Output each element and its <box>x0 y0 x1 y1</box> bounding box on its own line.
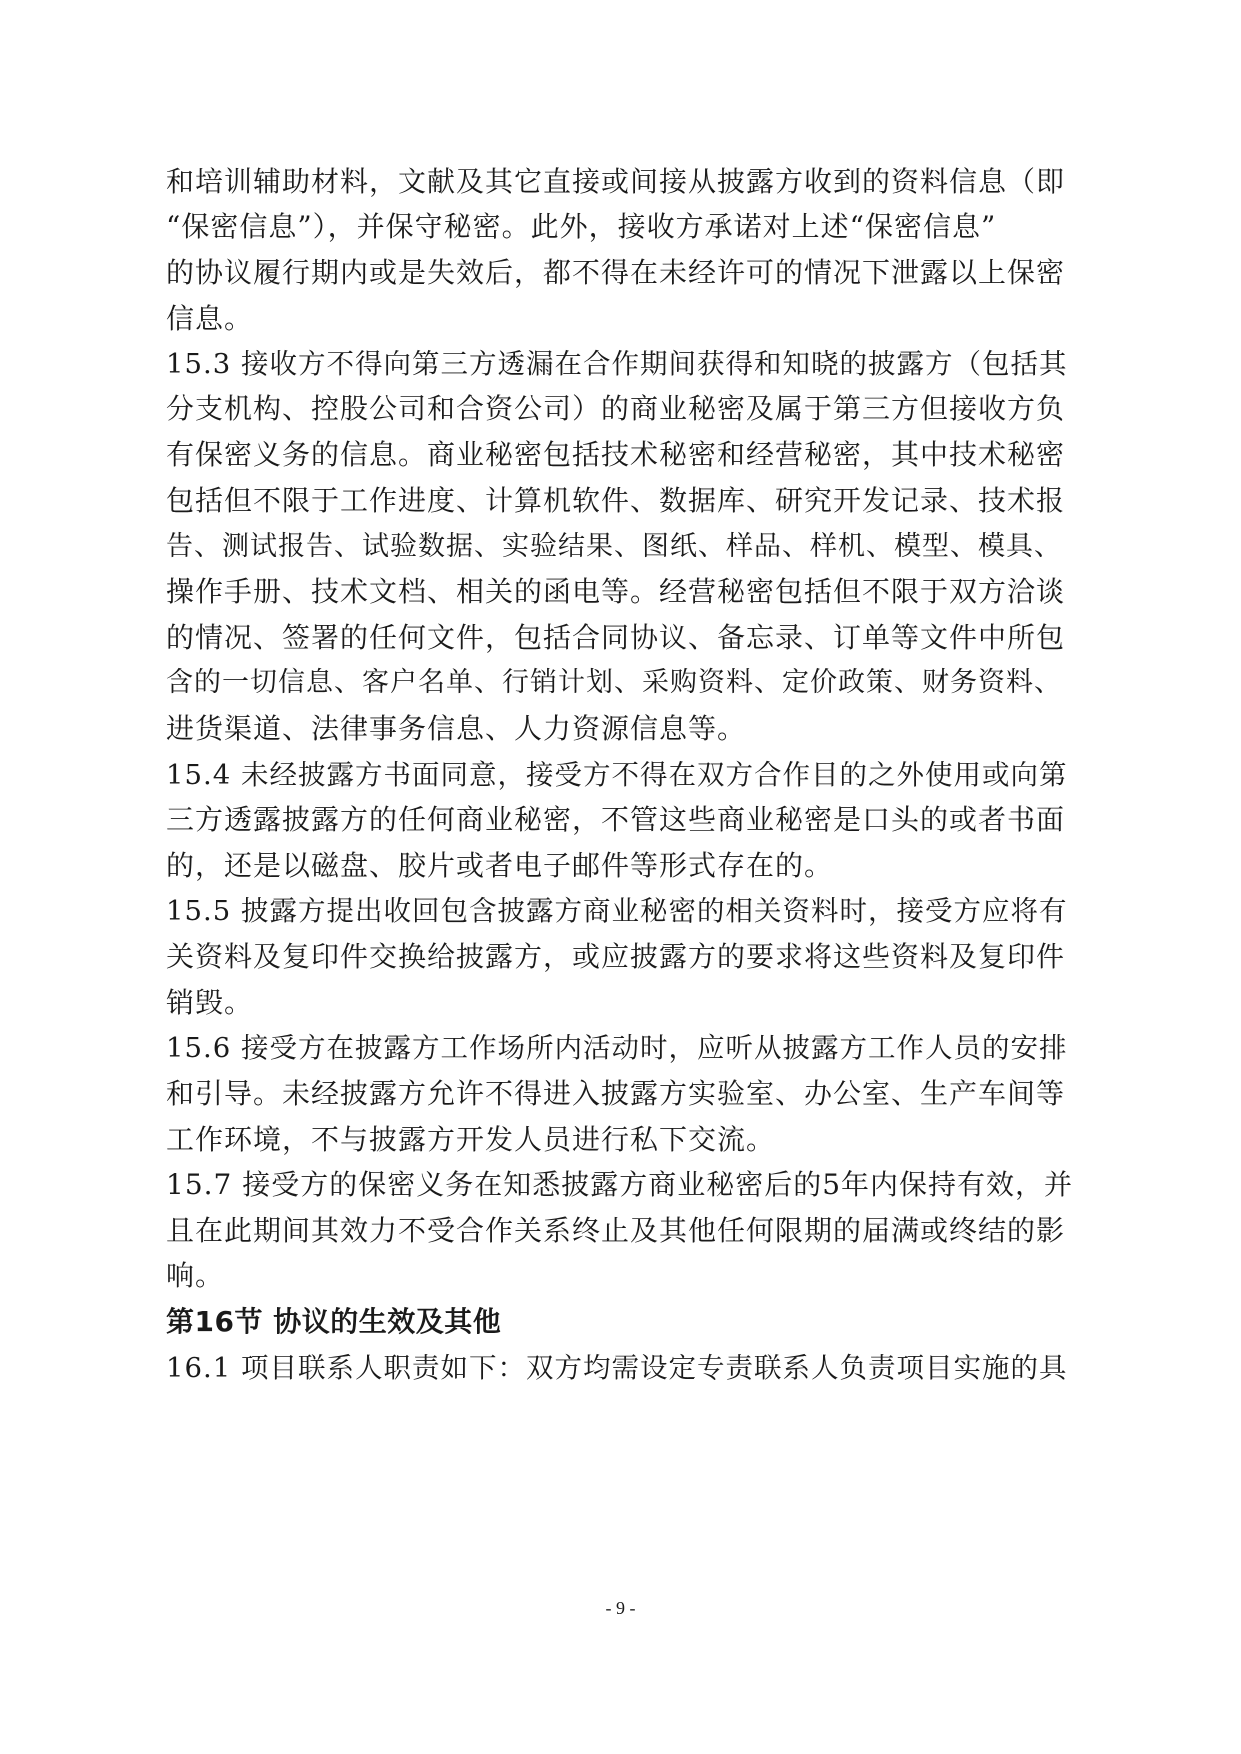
body-text-line: 且在此期间其效力不受合作关系终止及其他任何限期的届满或终结的影 <box>166 1214 1066 1247</box>
body-text-line: “保密信息”），并保守秘密。此外，接收方承诺对上述“保密信息” <box>166 210 997 243</box>
body-text-line: 分支机构、控股公司和合资公司）的商业秘密及属于第三方但接收方负 <box>166 392 1066 425</box>
body-text-line: 信息。 <box>166 302 254 335</box>
body-text-line: 关资料及复印件交换给披露方，或应披露方的要求将这些资料及复印件 <box>166 940 1066 973</box>
body-text-line: 和引导。未经披露方允许不得进入披露方实验室、办公室、生产车间等 <box>166 1077 1066 1110</box>
body-text-line: 的，还是以磁盘、胶片或者电子邮件等形式存在的。 <box>166 849 834 882</box>
body-text-line: 销毁。 <box>166 986 254 1019</box>
body-text-line: 三方透露披露方的任何商业秘密，不管这些商业秘密是口头的或者书面 <box>166 803 1066 836</box>
body-text-line: 的协议履行期内或是失效后，都不得在未经许可的情况下泄露以上保密 <box>166 256 1066 289</box>
body-text-line: 操作手册、技术文档、相关的函电等。经营秘密包括但不限于双方洽谈 <box>166 575 1066 608</box>
clause-15-6-line: 15.6 接受方在披露方工作场所内活动时，应听从披露方工作人员的安排 <box>166 1032 1068 1064</box>
body-text-line: 进货渠道、法律事务信息、人力资源信息等。 <box>166 712 747 745</box>
body-text-line: 有保密义务的信息。商业秘密包括技术秘密和经营秘密，其中技术秘密 <box>166 438 1066 471</box>
clause-16-1-line: 16.1 项目联系人职责如下：双方均需设定专责联系人负责项目实施的具 <box>166 1352 1068 1384</box>
body-text-line: 告、测试报告、试验数据、实验结果、图纸、样品、样机、模型、模具、 <box>166 531 1062 562</box>
body-text-line: 工作环境，不与披露方开发人员进行私下交流。 <box>166 1123 776 1156</box>
page-number: - 9 - <box>605 1598 636 1618</box>
body-text-line: 和培训辅助材料，文献及其它直接或间接从披露方收到的资料信息（即 <box>166 165 1066 198</box>
clause-15-3-line: 15.3 接收方不得向第三方透漏在合作期间获得和知晓的披露方（包括其 <box>166 348 1068 380</box>
body-text-line: 响。 <box>166 1259 225 1292</box>
clause-15-5-line: 15.5 披露方提出收回包含披露方商业秘密的相关资料时，接受方应将有 <box>166 895 1068 927</box>
clause-15-4-line: 15.4 未经披露方书面同意，接受方不得在双方合作目的之外使用或向第 <box>166 759 1068 791</box>
clause-15-7-line: 15.7 接受方的保密义务在知悉披露方商业秘密后的5年内保持有效，并 <box>166 1168 1074 1201</box>
section-heading: 第16节 协议的生效及其他 <box>166 1305 502 1338</box>
body-text-line: 包括但不限于工作进度、计算机软件、数据库、研究开发记录、技术报 <box>166 484 1066 517</box>
body-text-line: 含的一切信息、客户名单、行销计划、采购资料、定价政策、财务资料、 <box>166 667 1062 698</box>
body-text-line: 的情况、签署的任何文件，包括合同协议、备忘录、订单等文件中所包 <box>166 621 1066 654</box>
